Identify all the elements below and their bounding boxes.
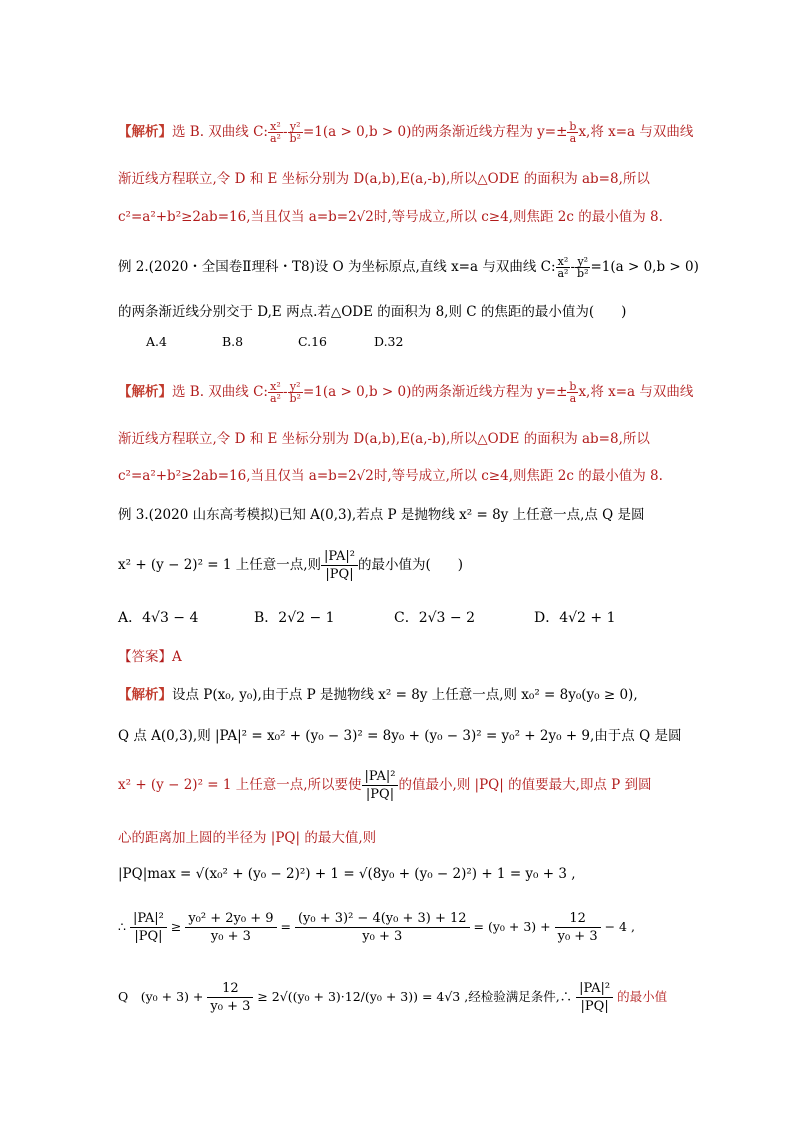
- example2-line1: [118, 255, 699, 279]
- minus-sign: -: [282, 384, 288, 400]
- solution3-line4: 心的距离加上圆的半径为 |PQ| 的最大值,则: [118, 830, 377, 846]
- geq-sign: ≥: [170, 919, 182, 934]
- solution3-expr-end: − 4 ,: [604, 919, 635, 934]
- frac-num: |PA|²: [130, 910, 167, 928]
- example3-line2: [118, 548, 463, 583]
- solution3-line6: [118, 910, 635, 945]
- frac-den: y₀ + 3: [210, 929, 251, 944]
- minus-sign: -: [282, 124, 288, 140]
- frac-den: b²: [289, 392, 301, 405]
- solution3-text-b: 的值最小,则 |PQ| 的值要最大,即点 P 到圆: [398, 777, 652, 793]
- solution1-line1: [118, 120, 693, 144]
- frac-num: b: [569, 380, 577, 393]
- frac-den: b²: [577, 267, 589, 280]
- frac-den: a²: [557, 267, 569, 280]
- solution1-bracket: 【解析】: [118, 124, 172, 140]
- option-d: D.32: [374, 334, 404, 349]
- frac-num: b: [569, 120, 577, 133]
- solution3-l7-b: ≥ 2√((y₀ + 3)·12/(y₀ + 3)) = 4√3 ,经检验满足条件,∴: [257, 989, 573, 1004]
- frac-den: a²: [269, 132, 281, 145]
- frac-den: y₀ + 3: [362, 929, 403, 944]
- solution3-frac-6: [576, 980, 613, 1015]
- solution3-frac-2: [185, 910, 276, 945]
- solution1-frac-y2b2: [288, 121, 303, 144]
- option-c: C.16: [298, 334, 327, 349]
- solution3-line3: [118, 768, 652, 803]
- solution3-frac-4: [555, 910, 601, 945]
- frac-den: |PQ|: [134, 929, 163, 944]
- solution3-frac-5: [207, 980, 253, 1015]
- frac-den: y₀ + 3: [210, 999, 251, 1014]
- example3-frac-pa-pq: [321, 548, 358, 583]
- solution3-line2: Q 点 A(0,3),则 |PA|² = x₀² + (y₀ − 3)² = 8y₀ + (y₀ − 3)² = y₀² + 2y₀ + 9,由于点 Q 是圆: [118, 728, 682, 744]
- solution1-text-b: =1(a > 0,b > 0)的两条渐近线方程为 y=±: [302, 124, 568, 140]
- option-a: A．4√3 − 4: [118, 610, 199, 626]
- frac-num: x²: [268, 121, 283, 133]
- example3-answer: 【答案】A: [118, 649, 182, 665]
- frac-den: a²: [269, 392, 281, 405]
- solution3-l7-c: 的最小值: [617, 989, 668, 1004]
- example2-text-b: =1(a > 0,b > 0): [590, 259, 699, 275]
- solution3-frac-pa-pq-2: [130, 910, 167, 945]
- solution2-bracket: 【解析】: [118, 384, 172, 400]
- solution1-text-a: 选 B. 双曲线 C:: [172, 124, 268, 140]
- frac-num: y²: [288, 121, 303, 133]
- option-a: A.4: [146, 334, 167, 349]
- frac-num: |PA|²: [362, 768, 399, 786]
- minus-sign: -: [570, 259, 576, 275]
- solution2-text-c: x,将 x=a 与双曲线: [578, 384, 694, 400]
- frac-den: a: [569, 132, 577, 145]
- solution2-text-b: =1(a > 0,b > 0)的两条渐近线方程为 y=±: [302, 384, 568, 400]
- solution3-bracket: 【解析】: [118, 687, 172, 703]
- solution3-text-a: x² + (y − 2)² = 1 上任意一点,所以要使: [118, 777, 362, 793]
- example3-text-a: x² + (y − 2)² = 1 上任意一点,则: [118, 557, 322, 573]
- solution3-line7: [118, 980, 667, 1015]
- solution3-line1: [118, 683, 638, 703]
- solution3-l7-a: Q (y₀ + 3) +: [118, 989, 204, 1004]
- solution1-frac-x2a2: [268, 121, 283, 144]
- solution2-line1: [118, 380, 693, 404]
- example2-options: [146, 334, 450, 349]
- frac-num: 12: [555, 910, 601, 928]
- solution3-frac-pa-pq: [362, 768, 399, 803]
- example2-text-a: 例 2.(2020・全国卷Ⅱ理科・T8)设 O 为坐标原点,直线 x=a 与双曲线 C:: [118, 259, 556, 275]
- solution2-frac-y2b2: [288, 381, 303, 404]
- frac-num: |PA|²: [321, 548, 358, 566]
- frac-num: y₀² + 2y₀ + 9: [185, 910, 276, 928]
- solution2-line3: c²=a²+b²≥2ab=16,当且仅当 a=b=2√2时,等号成立,所以 c≥4,则焦距 2c 的最小值为 8.: [118, 468, 663, 484]
- option-b: B.8: [222, 334, 244, 349]
- frac-den: |PQ|: [365, 787, 395, 802]
- equals-sign: =: [280, 919, 291, 934]
- frac-den: b²: [289, 132, 301, 145]
- solution1-line3: c²=a²+b²≥2ab=16,当且仅当 a=b=2√2时,等号成立,所以 c≥4,则焦距 2c 的最小值为 8.: [118, 209, 663, 225]
- solution2-text-a: 选 B. 双曲线 C:: [172, 384, 268, 400]
- example2-frac-x2a2: [556, 256, 571, 279]
- solution2-line2: 渐近线方程联立,令 D 和 E 坐标分别为 D(a,b),E(a,-b),所以△ODE 的面积为 ab=8,所以: [118, 431, 650, 447]
- solution1-line2: 渐近线方程联立,令 D 和 E 坐标分别为 D(a,b),E(a,-b),所以△ODE 的面积为 ab=8,所以: [118, 171, 650, 187]
- option-d: D．4√2 + 1: [534, 610, 616, 626]
- frac-num: y²: [575, 256, 590, 268]
- solution3-text: 设点 P(x₀, y₀),由于点 P 是抛物线 x² = 8y 上任意一点,则 x₀² = 8y₀(y₀ ≥ 0),: [172, 687, 638, 703]
- option-c: C．2√3 − 2: [394, 610, 475, 626]
- frac-num: x²: [556, 256, 571, 268]
- solution3-frac-3: [295, 910, 470, 945]
- frac-num: y²: [288, 381, 303, 393]
- example2-frac-y2b2: [575, 256, 590, 279]
- solution2-frac-x2a2: [268, 381, 283, 404]
- frac-den: |PQ|: [325, 567, 354, 582]
- therefore-sign: ∴: [118, 919, 126, 934]
- option-b: B．2√2 − 1: [254, 610, 335, 626]
- frac-den: y₀ + 3: [557, 929, 598, 944]
- frac-num: |PA|²: [576, 980, 613, 998]
- solution3-expr: = (y₀ + 3) +: [473, 919, 551, 934]
- frac-num: 12: [207, 980, 253, 998]
- frac-den: a: [569, 392, 577, 405]
- example3-options: [118, 607, 616, 627]
- example2-line2: 的两条渐近线分别交于 D,E 两点.若△ODE 的面积为 8,则 C 的焦距的最小值为( ): [118, 304, 627, 320]
- solution2-frac-ba: [567, 381, 578, 404]
- frac-den: |PQ|: [580, 999, 609, 1014]
- frac-num: (y₀ + 3)² − 4(y₀ + 3) + 12: [295, 910, 470, 928]
- solution1-frac-ba: [567, 121, 578, 144]
- example3-line1: 例 3.(2020 山东高考模拟)已知 A(0,3),若点 P 是抛物线 x² = 8y 上任意一点,点 Q 是圆: [118, 507, 645, 523]
- example3-text-b: 的最小值为( ): [357, 557, 464, 573]
- solution1-text-c: x,将 x=a 与双曲线: [578, 124, 694, 140]
- solution3-line5: |PQ|max = √(x₀² + (y₀ − 2)²) + 1 = √(8y₀ + (y₀ − 2)²) + 1 = y₀ + 3 ,: [118, 866, 576, 882]
- frac-num: x²: [268, 381, 283, 393]
